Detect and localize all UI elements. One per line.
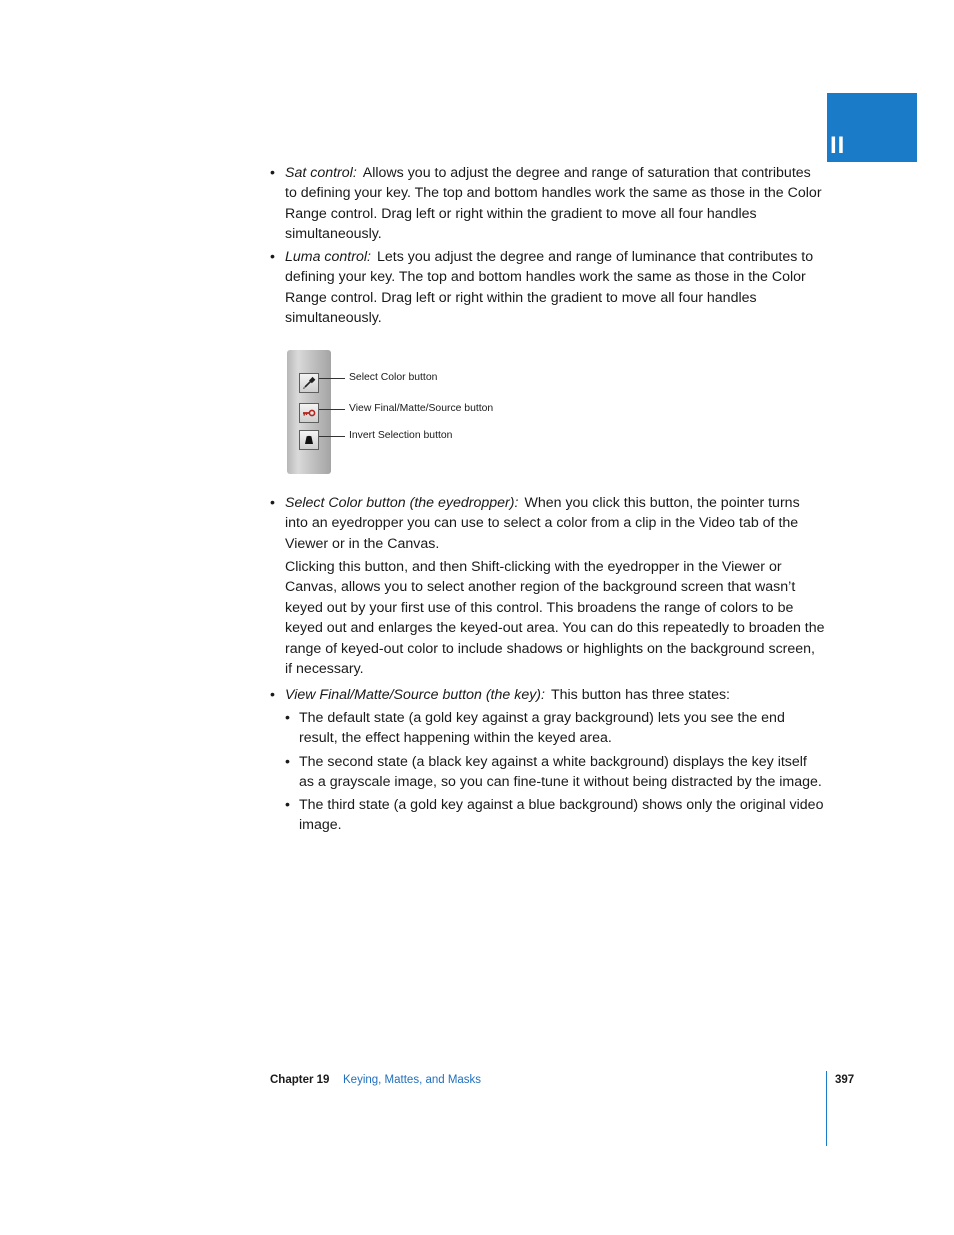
bullet: • (270, 249, 275, 265)
callout-label-invert: Invert Selection button (349, 430, 453, 441)
key-icon (302, 406, 316, 420)
callout-label-view-final: View Final/Matte/Source button (349, 403, 494, 414)
term-select-color: Select Color button (the eyedropper): (285, 495, 519, 511)
list-item-view-final (270, 685, 826, 705)
bullet: • (285, 710, 290, 726)
footer-rule (826, 1071, 827, 1146)
description-view-final: This button has three states: (550, 687, 730, 703)
callout-line-view-final (319, 409, 345, 410)
state-text: The default state (a gold key against a gray background) lets you see the end result, the effect happening within the keyed area. (299, 710, 785, 747)
term-view-final: View Final/Matte/Source button (the key): (285, 687, 545, 703)
state-item-third (285, 795, 825, 836)
invert-selection-icon (302, 433, 316, 447)
term-luma-control: Luma control: (285, 249, 371, 265)
state-text: The second state (a black key against a white background) displays the key itself as a grayscale image, so you can fine-tune it without being distracted by the image. (299, 754, 822, 791)
view-final-matte-source-button[interactable] (299, 403, 319, 423)
term-sat-control: Sat control: (285, 165, 357, 181)
callout-label-select-color: Select Color button (349, 372, 438, 383)
bullet: • (285, 754, 290, 770)
invert-selection-button[interactable] (299, 430, 319, 450)
description-luma-control: Lets you adjust the degree and range of luminance that contributes to defining your key. The top and bottom handles work the same as those in the Color Range control. Drag left or right within the gradient to move all four handles simultaneously. (285, 249, 814, 327)
footer-chapter-title[interactable]: Keying, Mattes, and Masks (343, 1074, 482, 1086)
state-item-second (285, 752, 825, 793)
footer-chapter: Chapter 19 (270, 1074, 330, 1086)
button-strip-figure (287, 350, 547, 476)
page-number: 397 (835, 1074, 855, 1086)
state-item-default (285, 708, 825, 749)
eyedropper-paragraph: Clicking this button, and then Shift-clicking with the eyedropper in the Viewer or Canvas, allows you to select another region of the background screen that wasn’t keyed out by your first use of this control. This broadens the range of colors to be keyed out and enlarges the keyed-out area. You can do this repeatedly to broaden the range of keyed-out color to include shadows or highlights on the background screen, if necessary. (285, 559, 825, 678)
callout-line-invert (319, 436, 345, 437)
eyedropper-icon (302, 376, 316, 390)
section-tab (827, 93, 917, 162)
bullet: • (270, 687, 275, 703)
state-text: The third state (a gold key against a blue background) shows only the original video image. (299, 797, 824, 834)
select-color-button[interactable] (299, 373, 319, 393)
bullet: • (270, 165, 275, 181)
callout-line-select-color (319, 378, 345, 379)
bullet: • (285, 797, 290, 813)
list-item-luma-control (270, 247, 826, 329)
description-select-color: When you click this button, the pointer turns into an eyedropper you can use to select a color from a clip in the Video tab of the Viewer or in the Canvas. (285, 495, 800, 552)
description-sat-control: Allows you to adjust the degree and range of saturation that contributes to defining your key. The top and bottom handles work the same as those in the Color Range control. Drag left or right within the gradient to move all four handles simultaneously. (285, 165, 822, 243)
section-tab-label: II (830, 132, 846, 159)
bullet: • (270, 495, 275, 511)
list-item-sat-control (270, 163, 826, 245)
list-item-select-color (270, 493, 826, 554)
